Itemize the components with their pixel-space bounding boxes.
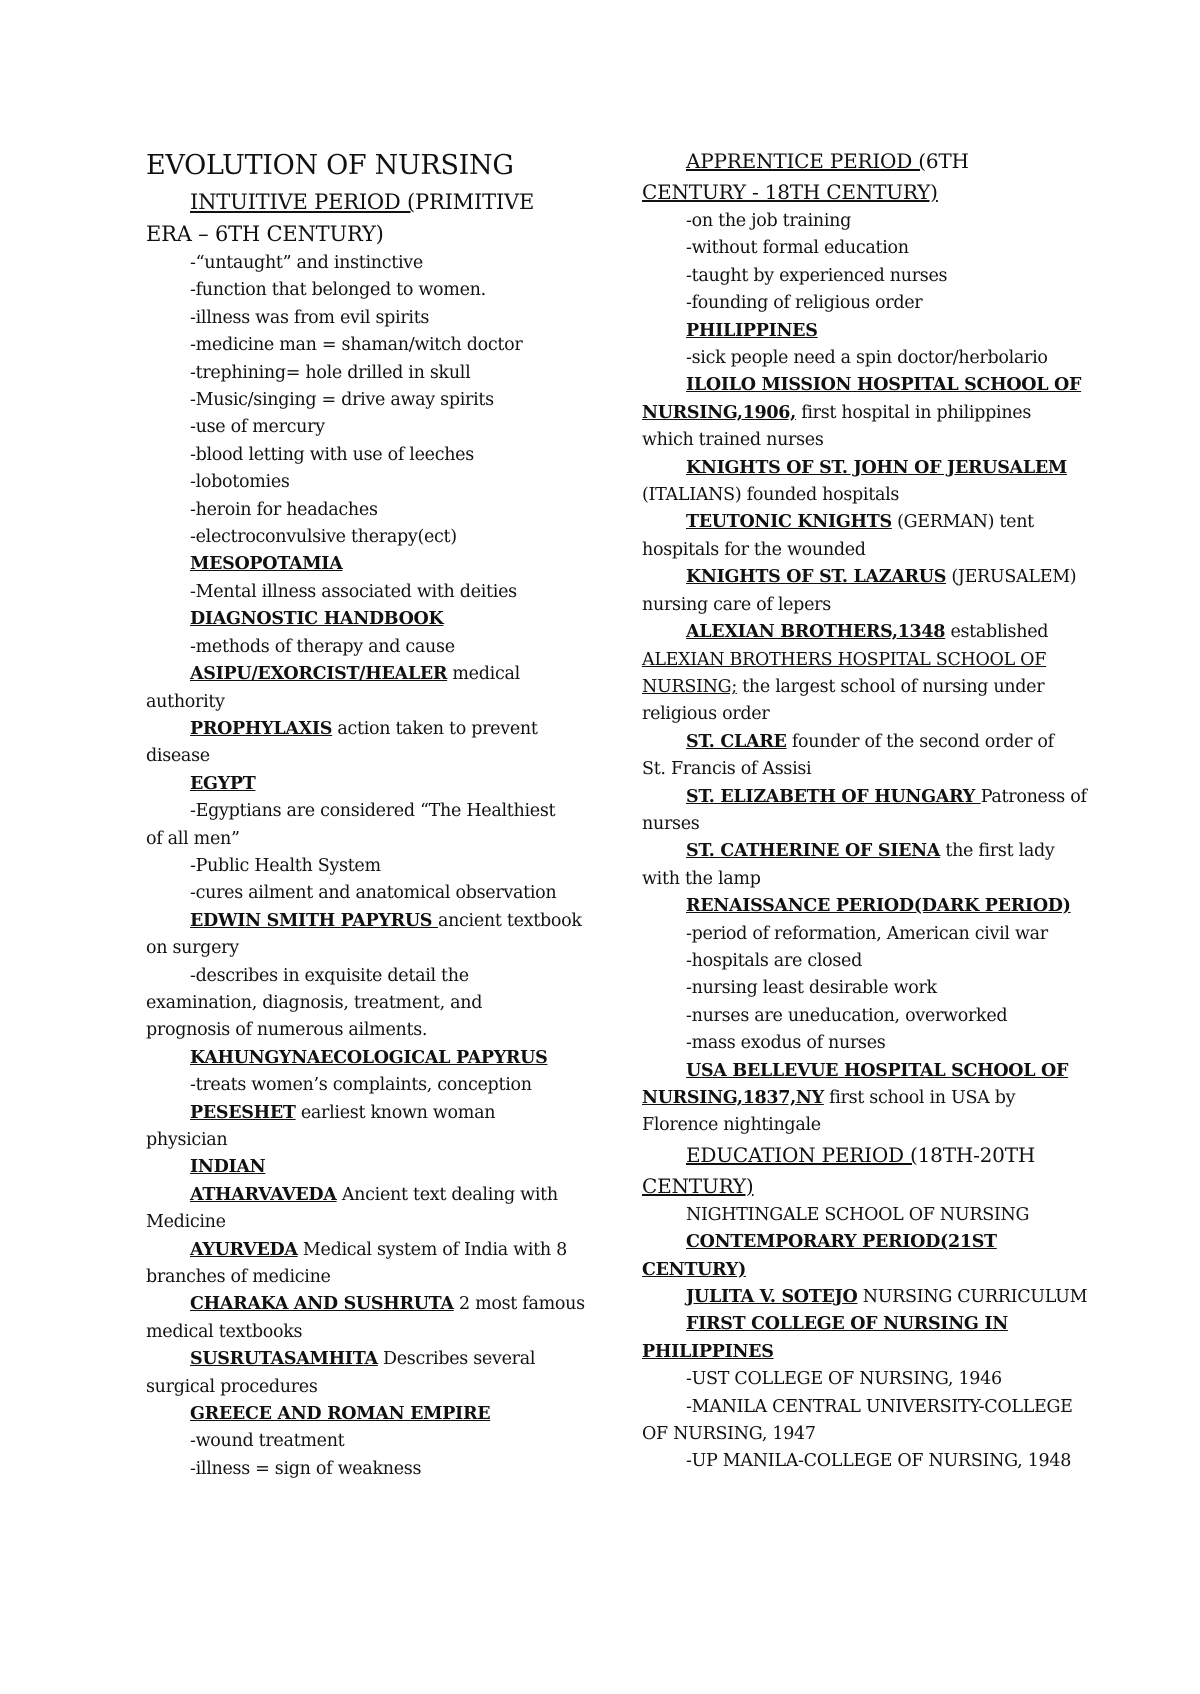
- list-item: -without formal education: [686, 238, 909, 259]
- term-edwin-smith-cont: on surgery: [146, 938, 239, 959]
- list-item: -illness was from evil spirits: [190, 307, 430, 328]
- apprentice-period-heading-cont: CENTURY - 18TH CENTURY): [642, 180, 938, 204]
- intuitive-period-heading-cont: ERA – 6TH CENTURY): [146, 222, 384, 246]
- right-column: [642, 146, 1088, 1476]
- left-column: [146, 146, 586, 1483]
- list-item: -“untaught” and instinctive: [190, 253, 423, 273]
- list-item: -use of mercury: [190, 417, 325, 438]
- education-period-heading-cont: CENTURY): [642, 1173, 754, 1198]
- list-item: -lobotomies: [190, 472, 290, 493]
- list-item: -mass exodus of nurses: [686, 1033, 886, 1054]
- term-elizabeth: ST. ELIZABETH OF HUNGARY Patroness of: [686, 786, 1087, 807]
- term-sotejo: JULITA V. SOTEJO NURSING CURRICULUM: [686, 1287, 1088, 1308]
- list-item: -trephining= hole drilled in skull: [190, 362, 471, 383]
- list-item: -hospitals are closed: [686, 950, 862, 971]
- term-atharvaveda-cont: Medicine: [146, 1212, 226, 1233]
- term-bellevue-cont: NURSING,1837,NY first school in USA by: [642, 1088, 1016, 1108]
- nightingale-school: NIGHTINGALE SCHOOL OF NURSING: [686, 1204, 1030, 1225]
- list-item: -blood letting with use of leeches: [190, 444, 474, 465]
- list-item: -Mental illness associated with deities: [190, 581, 517, 602]
- term-teutonic: TEUTONIC KNIGHTS (GERMAN) tent: [686, 512, 1034, 533]
- first-college-heading-cont: PHILIPPINES: [642, 1341, 774, 1362]
- section-heading-renaissance: RENAISSANCE PERIOD(DARK PERIOD): [686, 896, 1071, 917]
- term-ayurveda: AYURVEDA Medical system of India with 8: [190, 1239, 567, 1260]
- list-item: -electroconvulsive therapy(ect): [190, 527, 457, 548]
- term-lazarus: KNIGHTS OF ST. LAZARUS (JERUSALEM): [686, 567, 1077, 588]
- section-heading-philippines: PHILIPPINES: [686, 320, 818, 341]
- list-item: -illness = sign of weakness: [190, 1458, 422, 1479]
- term-prophylaxis: PROPHYLAXIS action taken to prevent: [190, 718, 538, 739]
- section-heading-diagnostic: DIAGNOSTIC HANDBOOK: [190, 609, 444, 630]
- list-item: -medicine man = shaman/witch doctor: [190, 335, 523, 356]
- list-item: -UST COLLEGE OF NURSING, 1946: [686, 1369, 1002, 1390]
- list-item: -sick people need a spin doctor/herbolario: [686, 348, 1048, 369]
- education-period-heading: EDUCATION PERIOD (18TH-20TH: [686, 1142, 1036, 1167]
- list-item: -methods of therapy and cause: [190, 636, 455, 657]
- term-iloilo-cont: NURSING,1906, first hospital in philippines: [642, 402, 1032, 423]
- section-heading-indian: INDIAN: [190, 1157, 266, 1178]
- term-peseshet: PESESHET earliest known woman: [190, 1102, 496, 1123]
- term-iloilo: ILOILO MISSION HOSPITAL SCHOOL OF: [686, 375, 1082, 396]
- document-title: EVOLUTION OF NURSING: [146, 150, 514, 181]
- list-item: -Public Health System: [190, 855, 381, 876]
- term-prophylaxis-cont: disease: [146, 746, 210, 767]
- term-catherine: ST. CATHERINE OF SIENA the first lady: [686, 841, 1055, 862]
- section-heading-egypt: EGYPT: [190, 773, 256, 794]
- list-item: -taught by experienced nurses: [686, 265, 948, 286]
- term-catherine-cont: with the lamp: [642, 868, 761, 889]
- list-item: -wound treatment: [190, 1431, 345, 1452]
- term-atharvaveda: ATHARVAVEDA Ancient text dealing with: [190, 1184, 558, 1205]
- list-item: -heroin for headaches: [190, 499, 378, 520]
- intuitive-period-heading: INTUITIVE PERIOD (PRIMITIVE: [190, 190, 535, 214]
- section-heading-mesopotamia: MESOPOTAMIA: [190, 554, 343, 575]
- list-item: -function that belonged to women.: [190, 280, 486, 301]
- list-item-cont: examination, diagnosis, treatment, and: [146, 992, 483, 1013]
- term-teutonic-cont: hospitals for the wounded: [642, 539, 866, 560]
- list-item: -founding of religious order: [686, 293, 923, 314]
- term-elizabeth-cont: nurses: [642, 813, 700, 834]
- term-bellevue: USA BELLEVUE HOSPITAL SCHOOL OF: [686, 1060, 1069, 1081]
- term-charaka-cont: medical textbooks: [146, 1321, 303, 1342]
- list-item-cont: of all men”: [146, 828, 240, 849]
- term-asipu: ASIPU/EXORCIST/HEALER medical: [190, 664, 520, 685]
- term-knights-john: KNIGHTS OF ST. JOHN OF JERUSALEM: [686, 457, 1067, 478]
- section-heading-kahun: KAHUNGYNAECOLOGICAL PAPYRUS: [190, 1047, 548, 1068]
- term-alexian-school-cont: NURSING; the largest school of nursing under: [642, 676, 1045, 697]
- list-item: -nurses are uneducation, overworked: [686, 1005, 1008, 1026]
- list-item: -cures ailment and anatomical observation: [190, 883, 557, 904]
- term-alexian-school: ALEXIAN BROTHERS HOSPITAL SCHOOL OF: [642, 649, 1047, 670]
- list-item: -treats women’s complaints, conception: [190, 1075, 532, 1096]
- apprentice-period-heading: APPRENTICE PERIOD (6TH: [686, 149, 969, 173]
- list-item: -describes in exquisite detail the: [190, 965, 469, 986]
- term-lazarus-cont: nursing care of lepers: [642, 594, 831, 615]
- term-alexian-school-cont-2: religious order: [642, 704, 770, 725]
- first-college-heading: FIRST COLLEGE OF NURSING IN: [686, 1314, 1008, 1335]
- list-item: -on the job training: [686, 211, 852, 231]
- term-alexian: ALEXIAN BROTHERS,1348 established: [686, 622, 1049, 643]
- section-heading-greece: GREECE AND ROMAN EMPIRE: [190, 1404, 491, 1425]
- list-item: -Music/singing = drive away spirits: [190, 390, 494, 411]
- list-item: -nursing least desirable work: [686, 978, 937, 999]
- term-iloilo-cont-2: which trained nurses: [642, 430, 824, 451]
- term-peseshet-cont: physician: [146, 1130, 228, 1150]
- term-charaka: CHARAKA AND SUSHRUTA 2 most famous: [190, 1294, 585, 1315]
- term-ayurveda-cont: branches of medicine: [146, 1267, 331, 1288]
- term-susruta-cont: surgical procedures: [146, 1376, 318, 1397]
- list-item-cont: prognosis of numerous ailments.: [146, 1020, 428, 1041]
- term-clare: ST. CLARE founder of the second order of: [686, 731, 1054, 752]
- term-knights-john-cont: (ITALIANS) founded hospitals: [642, 485, 900, 506]
- term-edwin-smith: EDWIN SMITH PAPYRUS ancient textbook: [190, 910, 582, 931]
- list-item: -MANILA CENTRAL UNIVERSITY-COLLEGE: [686, 1396, 1073, 1417]
- list-item-cont: OF NURSING, 1947: [642, 1424, 816, 1445]
- list-item: -period of reformation, American civil war: [686, 923, 1048, 944]
- list-item: -UP MANILA-COLLEGE OF NURSING, 1948: [686, 1451, 1072, 1472]
- contemporary-period-heading-cont: CENTURY): [642, 1259, 746, 1280]
- term-asipu-cont: authority: [146, 691, 225, 712]
- term-bellevue-cont-2: Florence nightingale: [642, 1115, 821, 1136]
- term-clare-cont: St. Francis of Assisi: [642, 759, 812, 780]
- list-item: -Egyptians are considered “The Healthiest: [190, 801, 556, 822]
- contemporary-period-heading: CONTEMPORARY PERIOD(21ST: [686, 1232, 997, 1253]
- term-susruta: SUSRUTASAMHITA Describes several: [190, 1349, 536, 1370]
